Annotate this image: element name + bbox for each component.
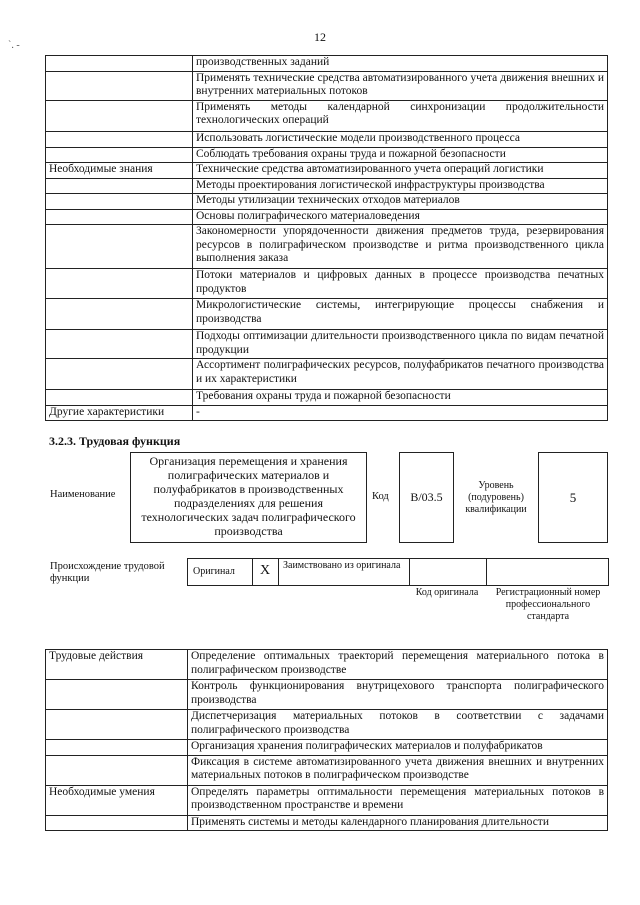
original-label: Оригинал [193, 566, 235, 577]
table-row [46, 163, 608, 179]
row-label [46, 225, 193, 269]
table-row [46, 359, 608, 390]
table-row [46, 178, 608, 194]
table-row [46, 299, 608, 330]
table-row [46, 147, 608, 163]
table-row [46, 194, 608, 210]
reg-number-label: Регистрационный номер профессионального стандарта [495, 587, 601, 622]
table-row [46, 225, 608, 269]
code-value: B/03.5 [410, 490, 443, 504]
table-row [46, 71, 608, 100]
table-row [46, 209, 608, 225]
row-text: производственных заданий [193, 56, 608, 72]
skills-knowledge-table [45, 55, 608, 421]
table-row [46, 330, 608, 359]
row-text: Диспетчеризация материальных потоков в соответствии с задачами полиграфического производства [188, 710, 608, 740]
divider [486, 558, 487, 585]
row-label-knowledge: Необходимые знания [46, 163, 193, 179]
row-text: Потоки материалов и цифровых данных в процессе производства печатных продуктов [193, 269, 608, 299]
row-text: Использовать логистические модели производственного процесса [193, 131, 608, 147]
row-text: Применять методы календарной синхронизации продолжительности технологических операций [193, 100, 608, 131]
code-label: Код [372, 491, 389, 502]
row-label [46, 100, 193, 131]
function-name-box [130, 452, 367, 543]
row-text: Методы утилизации технических отходов материалов [193, 194, 608, 210]
row-text: - [193, 405, 608, 421]
row-text: Требования охраны труда и пожарной безопасности [193, 390, 608, 406]
code-original-label: Код оригинала [415, 587, 479, 598]
code-value-box [399, 452, 454, 543]
row-label [46, 755, 188, 785]
table-row [46, 56, 608, 72]
table-row [46, 405, 608, 421]
actions-skills-table [45, 649, 608, 831]
section-heading: 3.2.3. Трудовая функция [49, 434, 181, 448]
row-label [46, 815, 188, 831]
row-label [46, 56, 193, 72]
level-value-box [538, 452, 608, 543]
level-value: 5 [569, 490, 577, 505]
row-text: Технические средства автоматизированного учета операций логистики [193, 163, 608, 179]
table-row [46, 815, 608, 831]
row-label [46, 71, 193, 100]
row-text: Методы проектирования логистической инфраструктуры производства [193, 178, 608, 194]
row-text: Основы полиграфического материаловедения [193, 209, 608, 225]
row-text: Соблюдать требования охраны труда и пожарной безопасности [193, 147, 608, 163]
divider [409, 558, 410, 585]
origin-label: Происхождение трудовой функции [50, 561, 165, 584]
table-row [46, 740, 608, 756]
row-text: Применять технические средства автоматизированного учета движения внешних и внутренних материальных потоков [193, 71, 608, 100]
row-label-other: Другие характеристики [46, 405, 193, 421]
row-label [46, 209, 193, 225]
table-row [46, 755, 608, 785]
row-label [46, 390, 193, 406]
table-row [46, 131, 608, 147]
row-label-skills: Необходимые умения [46, 785, 188, 815]
table-row [46, 650, 608, 680]
table-row [46, 269, 608, 299]
row-label [46, 131, 193, 147]
table-row [46, 680, 608, 710]
function-name-text: Организация перемещения и хранения полиграфических материалов и полуфабрикатов в производственных подразделениях для решения технологических задач полиграфического производства [141, 454, 356, 538]
row-label [46, 178, 193, 194]
row-label [46, 330, 193, 359]
original-mark: X [259, 563, 271, 578]
page-number: 12 [314, 30, 326, 44]
row-label [46, 710, 188, 740]
row-text: Организация хранения полиграфических материалов и полуфабрикатов [188, 740, 608, 756]
row-label [46, 740, 188, 756]
row-label [46, 359, 193, 390]
row-text: Определять параметры оптимальности перемещения материальных потоков в производственном пространстве и времени [188, 785, 608, 815]
corner-mark: `. - [8, 40, 20, 51]
row-text: Фиксация в системе автоматизированного учета движения внешних и внутренних материальных потоков в полиграфическом производстве [188, 755, 608, 785]
row-text: Микрологистические системы, интегрирующие процессы снабжения и производства [193, 299, 608, 330]
row-label [46, 194, 193, 210]
table-row [46, 785, 608, 815]
row-label [46, 269, 193, 299]
row-label [46, 299, 193, 330]
row-label-actions: Трудовые действия [46, 650, 188, 680]
row-text: Определение оптимальных траекторий перемещения материального потока в полиграфическом производстве [188, 650, 608, 680]
divider [278, 558, 279, 585]
row-text: Закономерности упорядоченности движения предметов труда, резервирования ресурсов в полиграфическом производстве и ритма производственного цикла выполнения заказа [193, 225, 608, 269]
row-text: Применять системы и методы календарного планирования длительности [188, 815, 608, 831]
row-text: Ассортимент полиграфических ресурсов, полуфабрикатов печатного производства и их характеристики [193, 359, 608, 390]
row-text: Контроль функционирования внутрицехового транспорта полиграфического производства [188, 680, 608, 710]
row-text: Подходы оптимизации длительности производственного цикла по видам печатной продукции [193, 330, 608, 359]
borrowed-label: Заимствовано из оригинала [283, 560, 401, 571]
table-row [46, 100, 608, 131]
level-label: Уровень (подуровень) квалификации [465, 480, 527, 515]
table-row [46, 710, 608, 740]
row-label [46, 147, 193, 163]
name-label: Наименование [50, 489, 116, 500]
table-row [46, 390, 608, 406]
row-label [46, 680, 188, 710]
